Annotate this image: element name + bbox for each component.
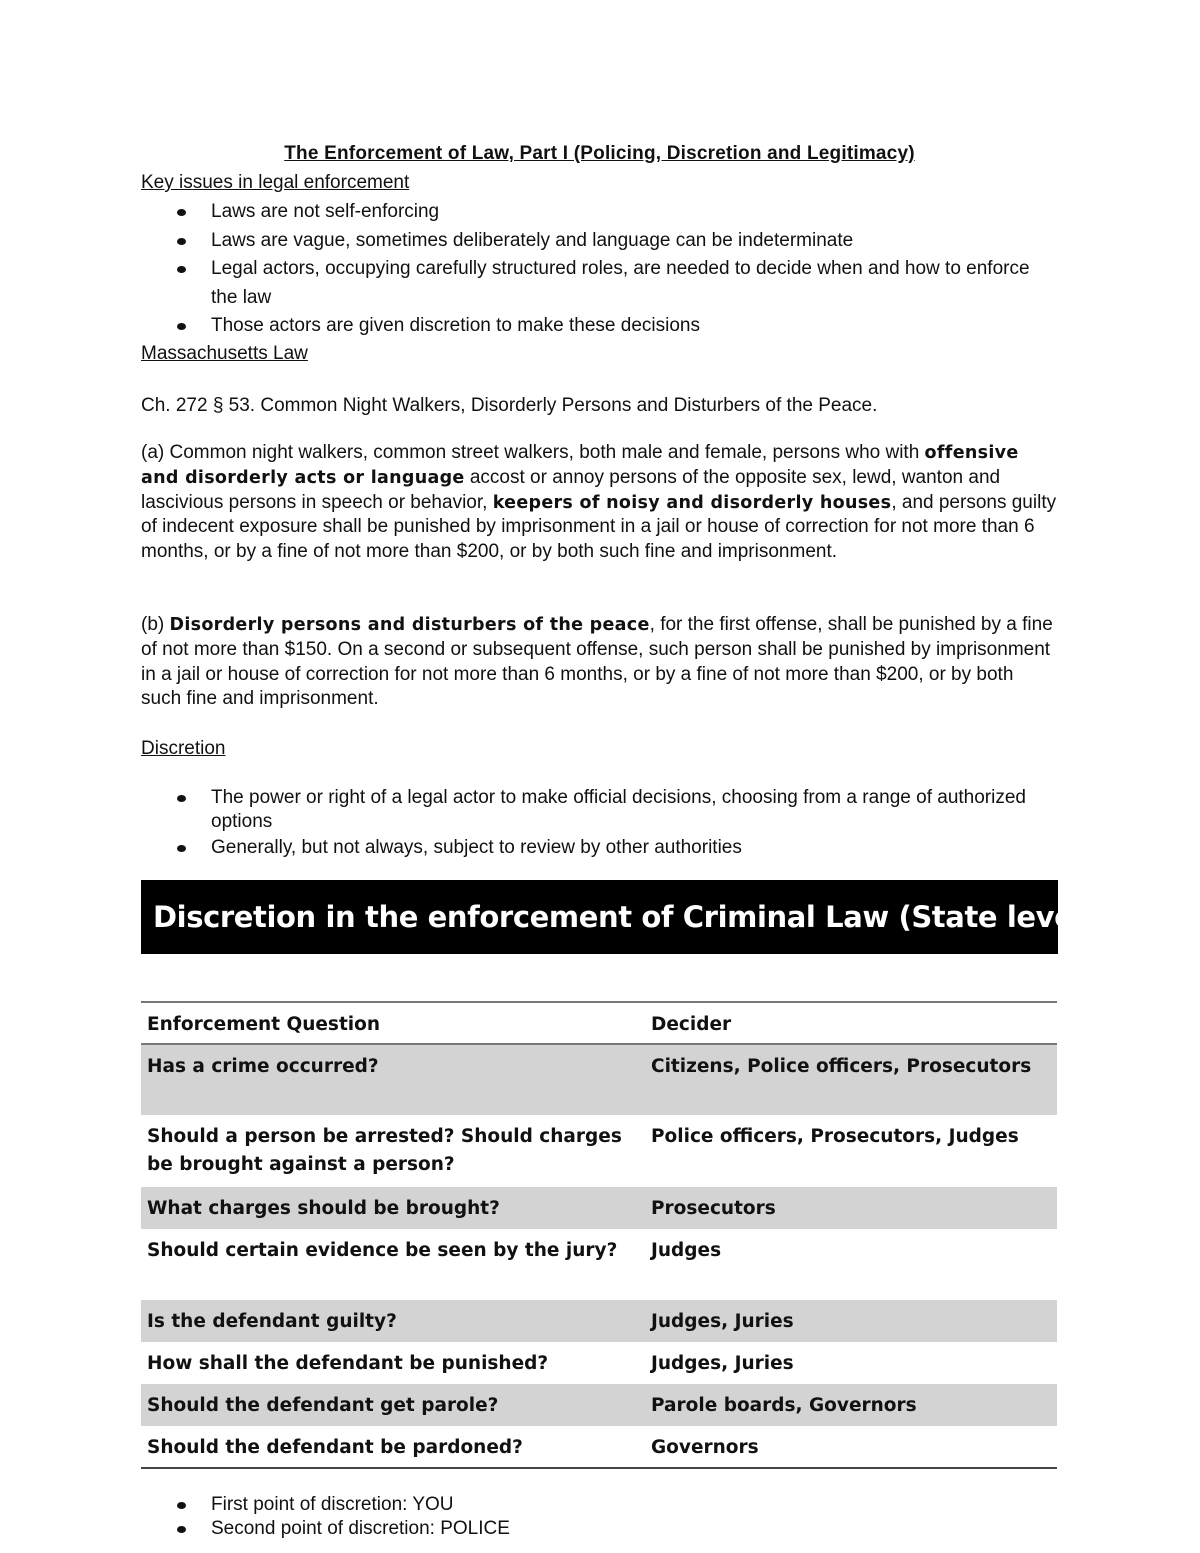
bullet-icon (177, 795, 186, 802)
list-item: Laws are not self-enforcing (141, 198, 1058, 227)
table-cell: Police officers, Prosecutors, Judges (651, 1126, 1019, 1147)
list-item: Generally, but not always, subject to review by other authorities (141, 836, 1058, 860)
table-cell: Prosecutors (651, 1198, 776, 1219)
table-row (141, 1187, 1057, 1229)
list-item: First point of discretion: YOU (141, 1493, 1058, 1517)
table-row (141, 1426, 1057, 1468)
key-issues-heading: Key issues in legal enforcement (141, 172, 410, 193)
bullet-icon (177, 266, 186, 273)
bullet-icon (177, 209, 186, 216)
bullet-icon (177, 845, 186, 852)
table-cell: Should certain evidence be seen by the jury? (147, 1240, 618, 1261)
statute-paragraph-b: (b) Disorderly persons and disturbers of the peace, for the first offense, shall be punished by a fine of not more than $150. On a second or subsequent offense, such person shall be punished by imprisonment in a jail or house of correction for not more than 6 months, or by a fine of not more than $200, or by both such fine and imprisonment. (141, 614, 1053, 710)
list-item: Legal actors, occupying carefully structured roles, are needed to decide when and how to enforce the law (141, 255, 1058, 312)
column-header: Enforcement Question (147, 1014, 381, 1035)
table-cell: Citizens, Police officers, Prosecutors (651, 1056, 1032, 1077)
discretion-list (141, 786, 1058, 860)
table-row (141, 1300, 1057, 1342)
key-issues-list (141, 198, 1058, 341)
discretion-heading: Discretion (141, 738, 226, 759)
table-cell: Judges, Juries (651, 1311, 794, 1332)
table-cell: What charges should be brought? (147, 1198, 500, 1219)
table-cell: How shall the defendant be punished? (147, 1353, 549, 1374)
list-item: Those actors are given discretion to make these decisions (141, 312, 1058, 341)
list-item: The power or right of a legal actor to make official decisions, choosing from a range of authorized options (141, 786, 1058, 834)
bullet-icon (177, 1502, 186, 1509)
table-row (141, 1115, 1057, 1187)
table-row (141, 1229, 1057, 1300)
bullet-icon (177, 323, 186, 330)
table-cell: Should a person be arrested? Should charges be brought against a person? (147, 1126, 622, 1175)
table-header-row (141, 1002, 1057, 1044)
statute-paragraph-a: (a) Common night walkers, common street walkers, both male and female, persons who with offensive and disorderly acts or language accost or annoy persons of the opposite sex, lewd, wanton and lascivious persons in speech or behavior, keepers of noisy and disorderly houses, and persons guilty of indecent exposure shall be punished by imprisonment in a jail or house of correction for not more than 6 months, or by a fine of not more than $200, or by both such fine and imprisonment. (141, 442, 1057, 563)
table-row (141, 1044, 1057, 1115)
list-item: Second point of discretion: POLICE (141, 1517, 1058, 1541)
enforcement-table (141, 1001, 1057, 1469)
table-cell: Judges, Juries (651, 1353, 794, 1374)
list-item: Laws are vague, sometimes deliberately and language can be indeterminate (141, 227, 1058, 256)
bullet-icon (177, 238, 186, 245)
table-cell: Has a crime occurred? (147, 1056, 379, 1077)
document-title: The Enforcement of Law, Part I (Policing, Discretion and Legitimacy) (284, 143, 915, 164)
table-cell: Is the defendant guilty? (147, 1311, 397, 1332)
table-row (141, 1342, 1057, 1384)
slide-banner: Discretion in the enforcement of Criminal Law (State level) (141, 880, 1058, 954)
bullet-icon (177, 1526, 186, 1533)
table-cell: Judges (651, 1240, 722, 1261)
table-cell: Should the defendant be pardoned? (147, 1437, 523, 1458)
table-row (141, 1384, 1057, 1426)
table-cell: Should the defendant get parole? (147, 1395, 499, 1416)
points-list (141, 1493, 1058, 1541)
mass-law-heading: Massachusetts Law (141, 343, 308, 364)
statute-chapter: Ch. 272 § 53. Common Night Walkers, Disorderly Persons and Disturbers of the Peace. (141, 395, 878, 416)
column-header: Decider (651, 1014, 732, 1035)
table-cell: Governors (651, 1437, 759, 1458)
table-cell: Parole boards, Governors (651, 1395, 917, 1416)
